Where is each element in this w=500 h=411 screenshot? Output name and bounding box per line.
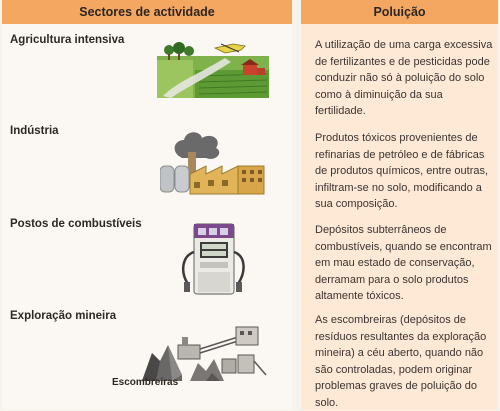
- pollution-header: Poluição: [301, 0, 498, 24]
- industry-illustration: [160, 122, 268, 200]
- mining-illustration: [142, 315, 268, 385]
- sector-title-industry: Indústria: [10, 125, 59, 137]
- pollution-text-agriculture: A utilização de uma carga excessiva de fertilizantes e de pesticidas pode conduzir não só à poluição do solo como à diminuição da sua fertilidade.: [315, 39, 493, 117]
- agriculture-illustration: [155, 30, 273, 100]
- sector-title-agriculture: Agricultura intensiva: [10, 34, 125, 46]
- sector-title-fuel-stations: Postos de combustíveis: [10, 218, 142, 230]
- pollution-text-industry: Produtos tóxicos provenientes de refinarias de petróleo e de fábricas de produtos químicos, entre outras, infiltram-se no solo, modificando a sua composição.: [315, 132, 489, 210]
- pollution-text-mining: As escombreiras (depósitos de resíduos resultantes da exploração mineira) a céu aberto, quando não são controladas, podem originar problemas graves de poluição do solo.: [315, 314, 487, 409]
- sector-title-mining: Exploração mineira: [10, 310, 117, 322]
- fuel-pump-illustration: [178, 222, 248, 298]
- pollution-text-fuel-stations: Depósitos subterrâneos de combustíveis, quando se encontram em mau estado de conservação, derramam para o solo produtos altamente tóxicos.: [315, 224, 492, 302]
- mining-caption: Escombreiras: [112, 377, 179, 388]
- sectors-header: Sectores de actividade: [2, 0, 292, 24]
